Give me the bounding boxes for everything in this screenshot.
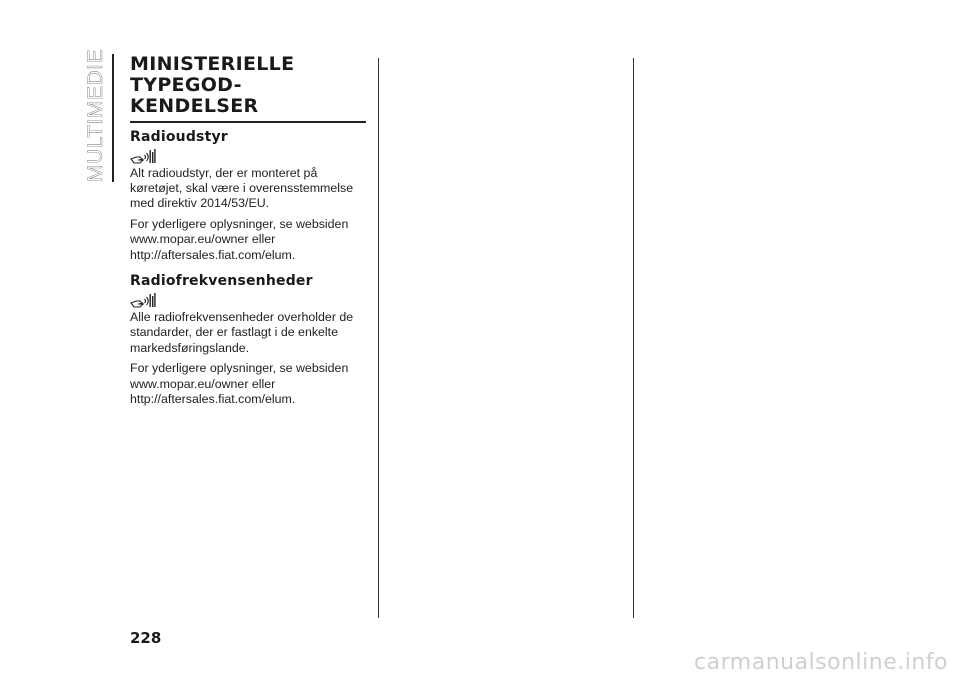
text-column — [130, 54, 366, 412]
heading-radio-equipment: Radioudstyr — [130, 128, 228, 145]
side-label-text: MULTIMEDIE — [84, 49, 107, 182]
hand-touch-wifi-icon — [130, 292, 156, 308]
section-title: MINISTERIELLE TYPEGOD- KENDELSER — [130, 53, 295, 117]
page-number: 228 — [130, 629, 162, 647]
paragraph: Alle radiofrekvensenheder overholder de standarder, der er fastlagt i de enkelte markedsføringslande. — [130, 309, 354, 355]
column-divider — [378, 58, 379, 618]
watermark: carmanualsonline.info — [694, 650, 948, 675]
column-divider — [633, 58, 634, 618]
heading-radio-frequency-devices: Radiofrekvensenheder — [130, 272, 313, 289]
title-rule — [130, 121, 366, 123]
side-section-label — [84, 49, 108, 182]
paragraph: Alt radioudstyr, der er monteret på køretøjet, skal være i overensstemmelse med direktiv 2014/53/EU. — [130, 165, 354, 211]
side-label-bar — [112, 54, 114, 182]
paragraph: For yderligere oplysninger, se websiden www.mopar.eu/owner eller http://aftersales.fiat.com/elum. — [130, 216, 349, 262]
hand-touch-wifi-icon — [130, 148, 156, 164]
paragraph: For yderligere oplysninger, se websiden www.mopar.eu/owner eller http://aftersales.fiat.com/elum. — [130, 361, 349, 406]
